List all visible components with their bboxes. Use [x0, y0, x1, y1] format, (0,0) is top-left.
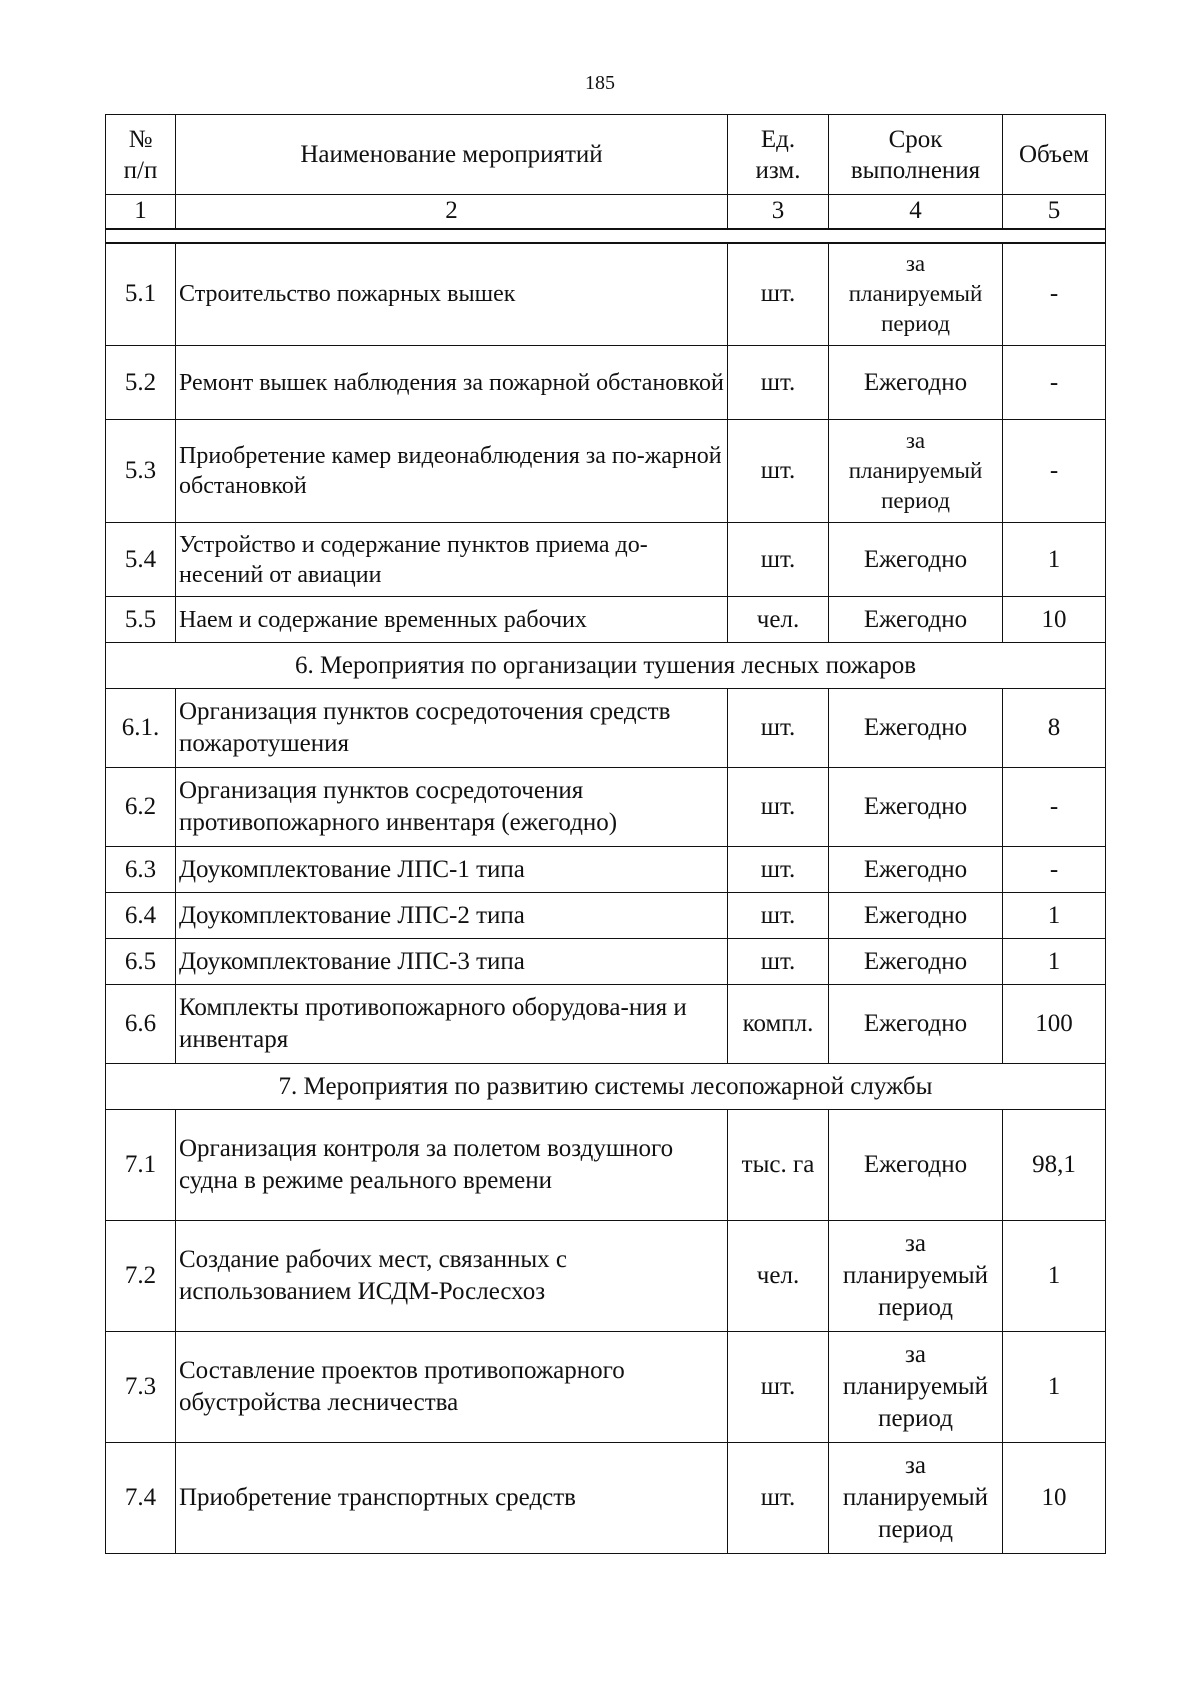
table-row [106, 1221, 1106, 1332]
row-unit: чел. [728, 1221, 829, 1332]
row-term: за планируемый период [829, 420, 1003, 523]
table-row [106, 346, 1106, 420]
row-term: Ежегодно [829, 768, 1003, 847]
table-row [106, 420, 1106, 523]
row-term: Ежегодно [829, 985, 1003, 1064]
row-term: за планируемый период [829, 1221, 1003, 1332]
row-name: Доукомплектование ЛПС-2 типа [176, 893, 728, 939]
row-unit: шт. [728, 523, 829, 597]
row-volume: - [1003, 847, 1106, 893]
row-volume: 100 [1003, 985, 1106, 1064]
table-row [106, 768, 1106, 847]
row-unit: шт. [728, 243, 829, 346]
header-volume: Объем [1003, 115, 1106, 195]
row-term: Ежегодно [829, 597, 1003, 643]
row-term: Ежегодно [829, 847, 1003, 893]
row-name: Организация пунктов сосредоточения противопожарного инвентаря (ежегодно) [176, 768, 728, 847]
table-row [106, 893, 1106, 939]
row-volume: 8 [1003, 689, 1106, 768]
row-num: 6.5 [106, 939, 176, 985]
row-term: за планируемый период [829, 243, 1003, 346]
row-volume: 1 [1003, 893, 1106, 939]
table-row [106, 985, 1106, 1064]
table-row [106, 1443, 1106, 1554]
row-volume: 10 [1003, 597, 1106, 643]
row-num: 7.2 [106, 1221, 176, 1332]
row-name: Устройство и содержание пунктов приема до-несений от авиации [176, 523, 728, 597]
row-volume: 1 [1003, 1221, 1106, 1332]
row-name: Комплекты противопожарного оборудова-ния и инвентаря [176, 985, 728, 1064]
row-volume: - [1003, 420, 1106, 523]
column-number: 3 [728, 195, 829, 229]
row-unit: чел. [728, 597, 829, 643]
row-num: 5.2 [106, 346, 176, 420]
header-unit: Ед. изм. [728, 115, 829, 195]
row-name: Доукомплектование ЛПС-3 типа [176, 939, 728, 985]
row-volume: 10 [1003, 1443, 1106, 1554]
row-num: 6.1. [106, 689, 176, 768]
row-name: Составление проектов противопожарного обустройства лесничества [176, 1332, 728, 1443]
table-row [106, 597, 1106, 643]
row-num: 5.1 [106, 243, 176, 346]
row-name: Ремонт вышек наблюдения за пожарной обстановкой [176, 346, 728, 420]
header-num: № п/п [106, 115, 176, 195]
row-volume: - [1003, 768, 1106, 847]
section-header-row [106, 643, 1106, 689]
column-numbers-row [106, 195, 1106, 229]
table-row [106, 523, 1106, 597]
row-num: 6.6 [106, 985, 176, 1064]
section-header-row [106, 1064, 1106, 1110]
row-volume: 1 [1003, 1332, 1106, 1443]
row-unit: тыс. га [728, 1110, 829, 1221]
row-unit: компл. [728, 985, 829, 1064]
row-num: 5.5 [106, 597, 176, 643]
row-unit: шт. [728, 893, 829, 939]
column-number: 2 [176, 195, 728, 229]
row-term: Ежегодно [829, 1110, 1003, 1221]
row-unit: шт. [728, 1332, 829, 1443]
row-unit: шт. [728, 420, 829, 523]
row-num: 7.3 [106, 1332, 176, 1443]
row-num: 7.1 [106, 1110, 176, 1221]
page-number: 185 [585, 72, 615, 94]
row-term: Ежегодно [829, 893, 1003, 939]
row-name: Организация пунктов сосредоточения средств пожаротушения [176, 689, 728, 768]
table-row [106, 243, 1106, 346]
row-unit: шт. [728, 847, 829, 893]
row-volume: 98,1 [1003, 1110, 1106, 1221]
column-number: 1 [106, 195, 176, 229]
row-name: Приобретение камер видеонаблюдения за по-жарной обстановкой [176, 420, 728, 523]
row-name: Наем и содержание временных рабочих [176, 597, 728, 643]
row-num: 6.4 [106, 893, 176, 939]
row-num: 6.3 [106, 847, 176, 893]
row-name: Организация контроля за полетом воздушного судна в режиме реального времени [176, 1110, 728, 1221]
header-separator [106, 229, 1106, 243]
measures-table [105, 114, 1106, 1554]
section-title: 6. Мероприятия по организации тушения лесных пожаров [106, 643, 1106, 689]
table-row [106, 689, 1106, 768]
header-row [106, 115, 1106, 195]
row-unit: шт. [728, 768, 829, 847]
row-term: Ежегодно [829, 523, 1003, 597]
row-term: Ежегодно [829, 939, 1003, 985]
table-row [106, 939, 1106, 985]
row-num: 5.3 [106, 420, 176, 523]
row-unit: шт. [728, 346, 829, 420]
row-name: Строительство пожарных вышек [176, 243, 728, 346]
row-unit: шт. [728, 689, 829, 768]
row-name: Доукомплектование ЛПС-1 типа [176, 847, 728, 893]
row-name: Приобретение транспортных средств [176, 1443, 728, 1554]
row-volume: - [1003, 243, 1106, 346]
row-num: 6.2 [106, 768, 176, 847]
row-volume: - [1003, 346, 1106, 420]
column-number: 5 [1003, 195, 1106, 229]
row-unit: шт. [728, 939, 829, 985]
row-term: Ежегодно [829, 689, 1003, 768]
row-unit: шт. [728, 1443, 829, 1554]
header-term: Срок выполнения [829, 115, 1003, 195]
table-row [106, 847, 1106, 893]
row-name: Создание рабочих мест, связанных с использованием ИСДМ-Рослесхоз [176, 1221, 728, 1332]
row-volume: 1 [1003, 939, 1106, 985]
section-title: 7. Мероприятия по развитию системы лесопожарной службы [106, 1064, 1106, 1110]
row-num: 5.4 [106, 523, 176, 597]
header-name: Наименование мероприятий [176, 115, 728, 195]
column-number: 4 [829, 195, 1003, 229]
row-num: 7.4 [106, 1443, 176, 1554]
row-term: Ежегодно [829, 346, 1003, 420]
table-row [106, 1110, 1106, 1221]
row-term: за планируемый период [829, 1332, 1003, 1443]
row-volume: 1 [1003, 523, 1106, 597]
row-term: за планируемый период [829, 1443, 1003, 1554]
table-row [106, 1332, 1106, 1443]
